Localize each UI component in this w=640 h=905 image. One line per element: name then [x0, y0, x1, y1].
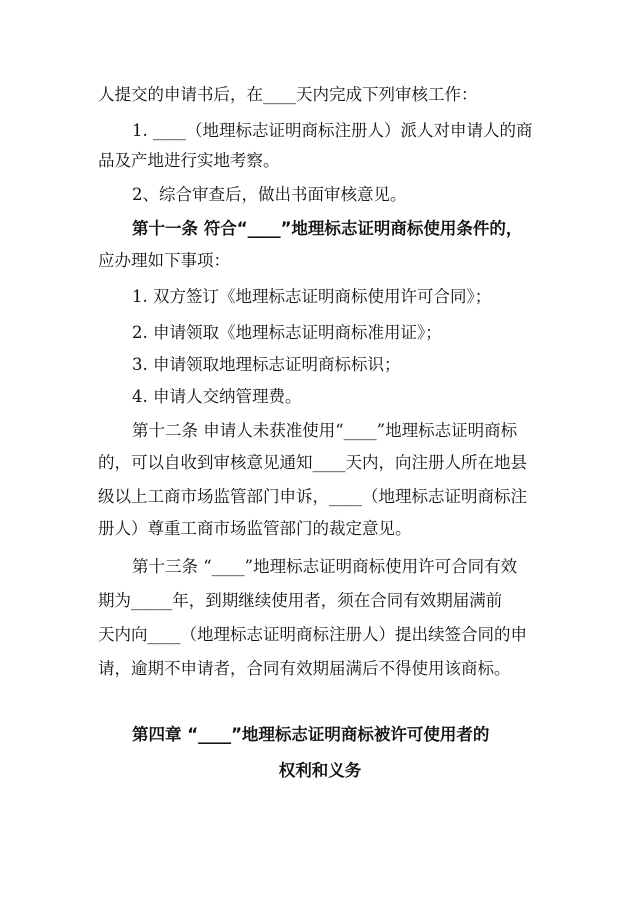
text-line: 请，逾期不申请者，合同有效期届满后不得使用该商标。 [98, 659, 511, 678]
text-line: 应办理如下事项： [98, 251, 230, 270]
text-line: 2、综合审查后，做出书面审核意见。 [132, 185, 407, 204]
article-11-line: 第十一条 符合“____”地理标志证明商标使用条件的， [132, 219, 523, 238]
text-line: 人提交的申请书后，在____天内完成下列审核工作： [98, 85, 478, 104]
text-line: 的，可以自收到审核意见通知____天内，向注册人所在地县 [98, 453, 527, 472]
list-item: 3. 申请领取地理标志证明商标标识； [132, 355, 401, 374]
text-line: 期为_____年，到期继续使用者，须在合同有效期届满前 [98, 591, 503, 610]
list-item: 1. 双方签订《地理标志证明商标使用许可合同》； [132, 287, 492, 306]
text-line: 1. ____（地理标志证明商标注册人）派人对申请人的商 [132, 121, 533, 140]
list-item: 4. 申请人交纳管理费。 [132, 387, 302, 406]
chapter-heading-line2: 权利和义务 [278, 761, 362, 780]
text-line: 天内向____（地理标志证明商标注册人）提出续签合同的申 [98, 625, 527, 644]
text-line: 册人）尊重工商市场监管部门的裁定意见。 [98, 519, 412, 538]
chapter-heading-line1: 第四章 “____”地理标志证明商标被许可使用者的 [132, 725, 490, 744]
text-line: 品及产地进行实地考察。 [98, 151, 280, 170]
text-line: 级以上工商市场监管部门申诉，____（地理标志证明商标注 [98, 487, 527, 506]
article-12-line: 第十二条 申请人未获准使用“____”地理标志证明商标 [132, 421, 518, 440]
article-13-line: 第十三条 “____”地理标志证明商标使用许可合同有效 [132, 557, 518, 576]
list-item: 2. 申请领取《地理标志证明商标准用证》； [132, 323, 442, 342]
